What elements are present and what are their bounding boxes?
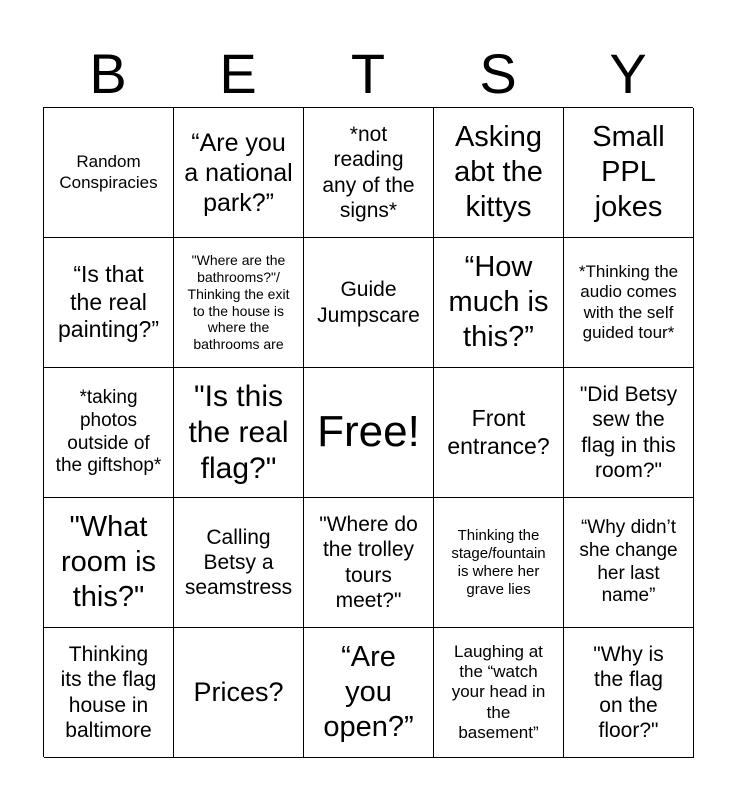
bingo-cell[interactable]: "Is this the real flag?" (174, 368, 304, 498)
bingo-cell[interactable]: Thinking the stage/fountain is where her grave lies (434, 498, 564, 628)
bingo-cell[interactable]: Small PPL jokes (564, 108, 694, 238)
bingo-cell[interactable]: Laughing at the “watch your head in the basement” (434, 628, 564, 758)
bingo-header (43, 40, 693, 108)
bingo-cell[interactable]: Thinking its the flag house in baltimore (44, 628, 174, 758)
bingo-cell[interactable]: “Is that the real painting?” (44, 238, 174, 368)
bingo-cell[interactable]: *not reading any of the signs* (304, 108, 434, 238)
header-letter-t: T (350, 42, 386, 105)
bingo-cell[interactable]: "Why is the flag on the floor?" (564, 628, 694, 758)
bingo-cell[interactable]: Front entrance? (434, 368, 564, 498)
bingo-cell[interactable]: "Where do the trolley tours meet?" (304, 498, 434, 628)
bingo-cell[interactable]: Prices? (174, 628, 304, 758)
bingo-cell[interactable]: *Thinking the audio comes with the self guided tour* (564, 238, 694, 368)
bingo-cell[interactable]: “Are you a national park?” (174, 108, 304, 238)
bingo-grid (43, 107, 693, 757)
bingo-cell[interactable]: Guide Jumpscare (304, 238, 434, 368)
header-letter-y: Y (609, 42, 647, 105)
header-letter-b: B (89, 42, 127, 105)
bingo-cell[interactable]: Asking abt the kittys (434, 108, 564, 238)
free-space[interactable]: Free! (304, 368, 434, 498)
bingo-cell[interactable]: "What room is this?" (44, 498, 174, 628)
bingo-cell[interactable]: Random Conspiracies (44, 108, 174, 238)
header-letter-e: E (219, 42, 257, 105)
bingo-cell[interactable]: “Are you open?” (304, 628, 434, 758)
bingo-cell[interactable]: "Did Betsy sew the flag in this room?" (564, 368, 694, 498)
bingo-cell[interactable]: Calling Betsy a seamstress (174, 498, 304, 628)
bingo-cell[interactable]: “Why didn’t she change her last name” (564, 498, 694, 628)
bingo-cell[interactable]: "Where are the bathrooms?"/ Thinking the exit to the house is where the bathrooms are (174, 238, 304, 368)
bingo-cell[interactable]: “How much is this?” (434, 238, 564, 368)
header-letter-s: S (479, 42, 517, 105)
bingo-cell[interactable]: *taking photos outside of the giftshop* (44, 368, 174, 498)
